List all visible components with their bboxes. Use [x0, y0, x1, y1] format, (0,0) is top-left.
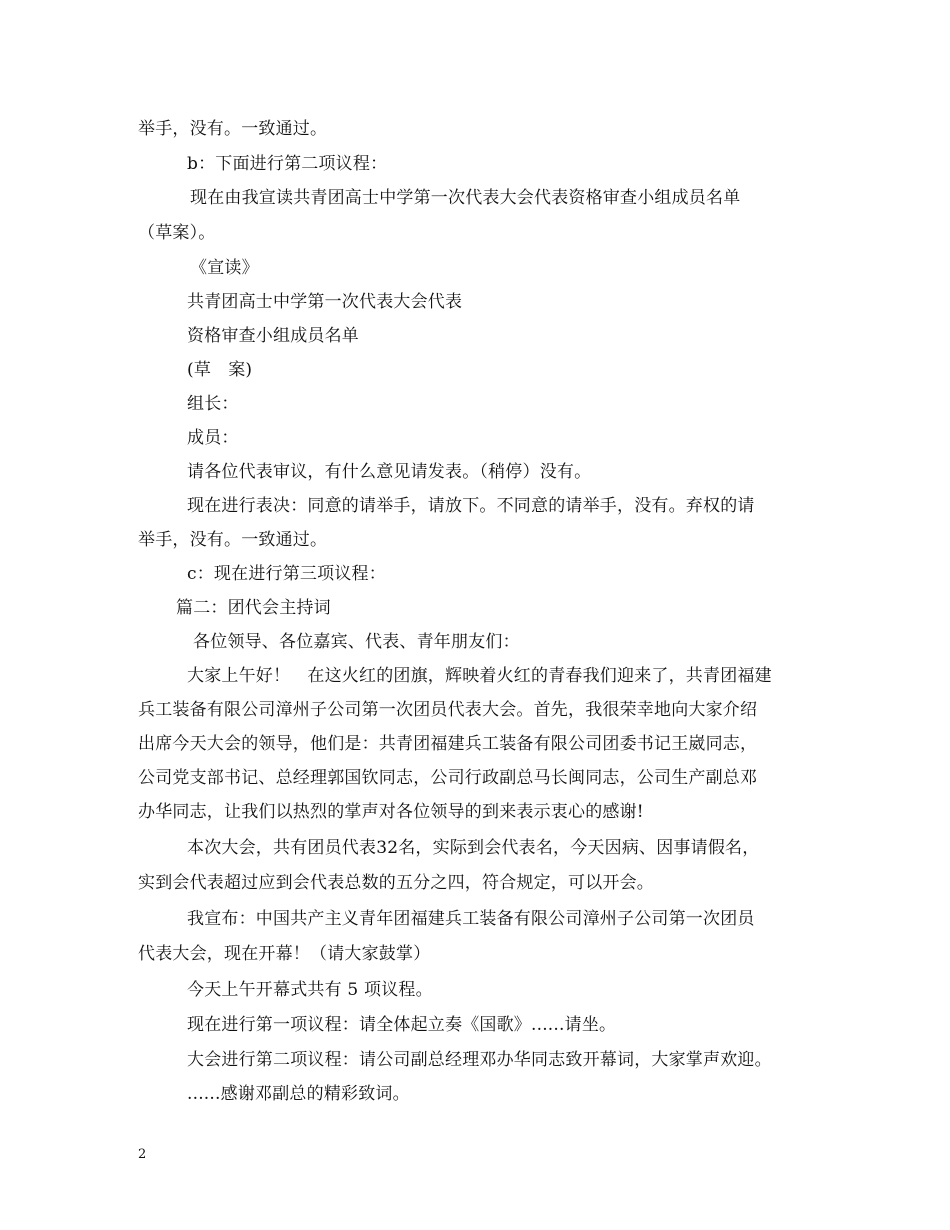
page-number: 2	[138, 1147, 147, 1162]
text-line: 请各位代表审议，有什么意见请发表。（稍停）没有。	[187, 462, 592, 482]
text-line: 资格审查小组成员名单	[187, 326, 359, 346]
text-line: 我宣布：中国共产主义青年团福建兵工装备有限公司漳州子公司第一次团员	[187, 909, 755, 929]
text-line: 大家上午好！ 在这火红的团旗，辉映着火红的青春我们迎来了，共青团福建	[187, 666, 772, 686]
text-line: 代表大会，现在开幕！（请大家鼓掌）	[138, 944, 431, 964]
text-line: 《宣读》	[190, 258, 259, 278]
text-line: 举手，没有。一致通过。	[138, 530, 328, 550]
text-line: ......感谢邓副总的精彩致词。	[187, 1084, 410, 1104]
text-line: 成员：	[187, 428, 239, 448]
text-line: 办华同志，让我们以热烈的掌声对各位领导的到来表示衷心的感谢!	[138, 802, 644, 822]
text-line: b：下面进行第二项议程：	[187, 154, 388, 174]
text-line: 今天上午开幕式共有 5 项议程。	[187, 980, 433, 1000]
text-line: 现在进行表决：同意的请举手，请放下。不同意的请举手，没有。弃权的请	[187, 496, 755, 516]
text-line: 现在由我宣读共青团高士中学第一次代表大会代表资格审查小组成员名单	[190, 188, 741, 208]
text-line: 公司党支部书记、总经理郭国钦同志，公司行政副总马长闽同志，公司生产副总邓	[138, 768, 758, 788]
text-line: (草 案)	[187, 360, 253, 380]
section-heading: 篇二：团代会主持词	[176, 598, 331, 618]
text-line: 组长：	[187, 394, 239, 414]
text-line: 现在进行第一项议程：请全体起立奏《国歌》......请坐。	[187, 1015, 617, 1035]
text-line: 各位领导、各位嘉宾、代表、青年朋友们：	[193, 632, 520, 652]
text-line: c：现在进行第三项议程：	[187, 564, 386, 584]
text-line: 举手，没有。一致通过。	[138, 119, 328, 139]
text-line: 本次大会，共有团员代表32名，实际到会代表名，今天因病、因事请假名，	[187, 838, 760, 858]
text-line: 出席今天大会的领导，他们是：共青团福建兵工装备有限公司团委书记王崴同志，	[138, 734, 758, 754]
text-line: 共青团高士中学第一次代表大会代表	[187, 292, 463, 312]
text-line: 兵工装备有限公司漳州子公司第一次团员代表大会。首先，我很荣幸地向大家介绍	[138, 700, 758, 720]
text-line: 大会进行第二项议程：请公司副总经理邓办华同志致开幕词，大家掌声欢迎。	[187, 1050, 772, 1070]
text-line: （草案）。	[138, 223, 216, 243]
text-line: 实到会代表超过应到会代表总数的五分之四，符合规定，可以开会。	[138, 873, 654, 893]
